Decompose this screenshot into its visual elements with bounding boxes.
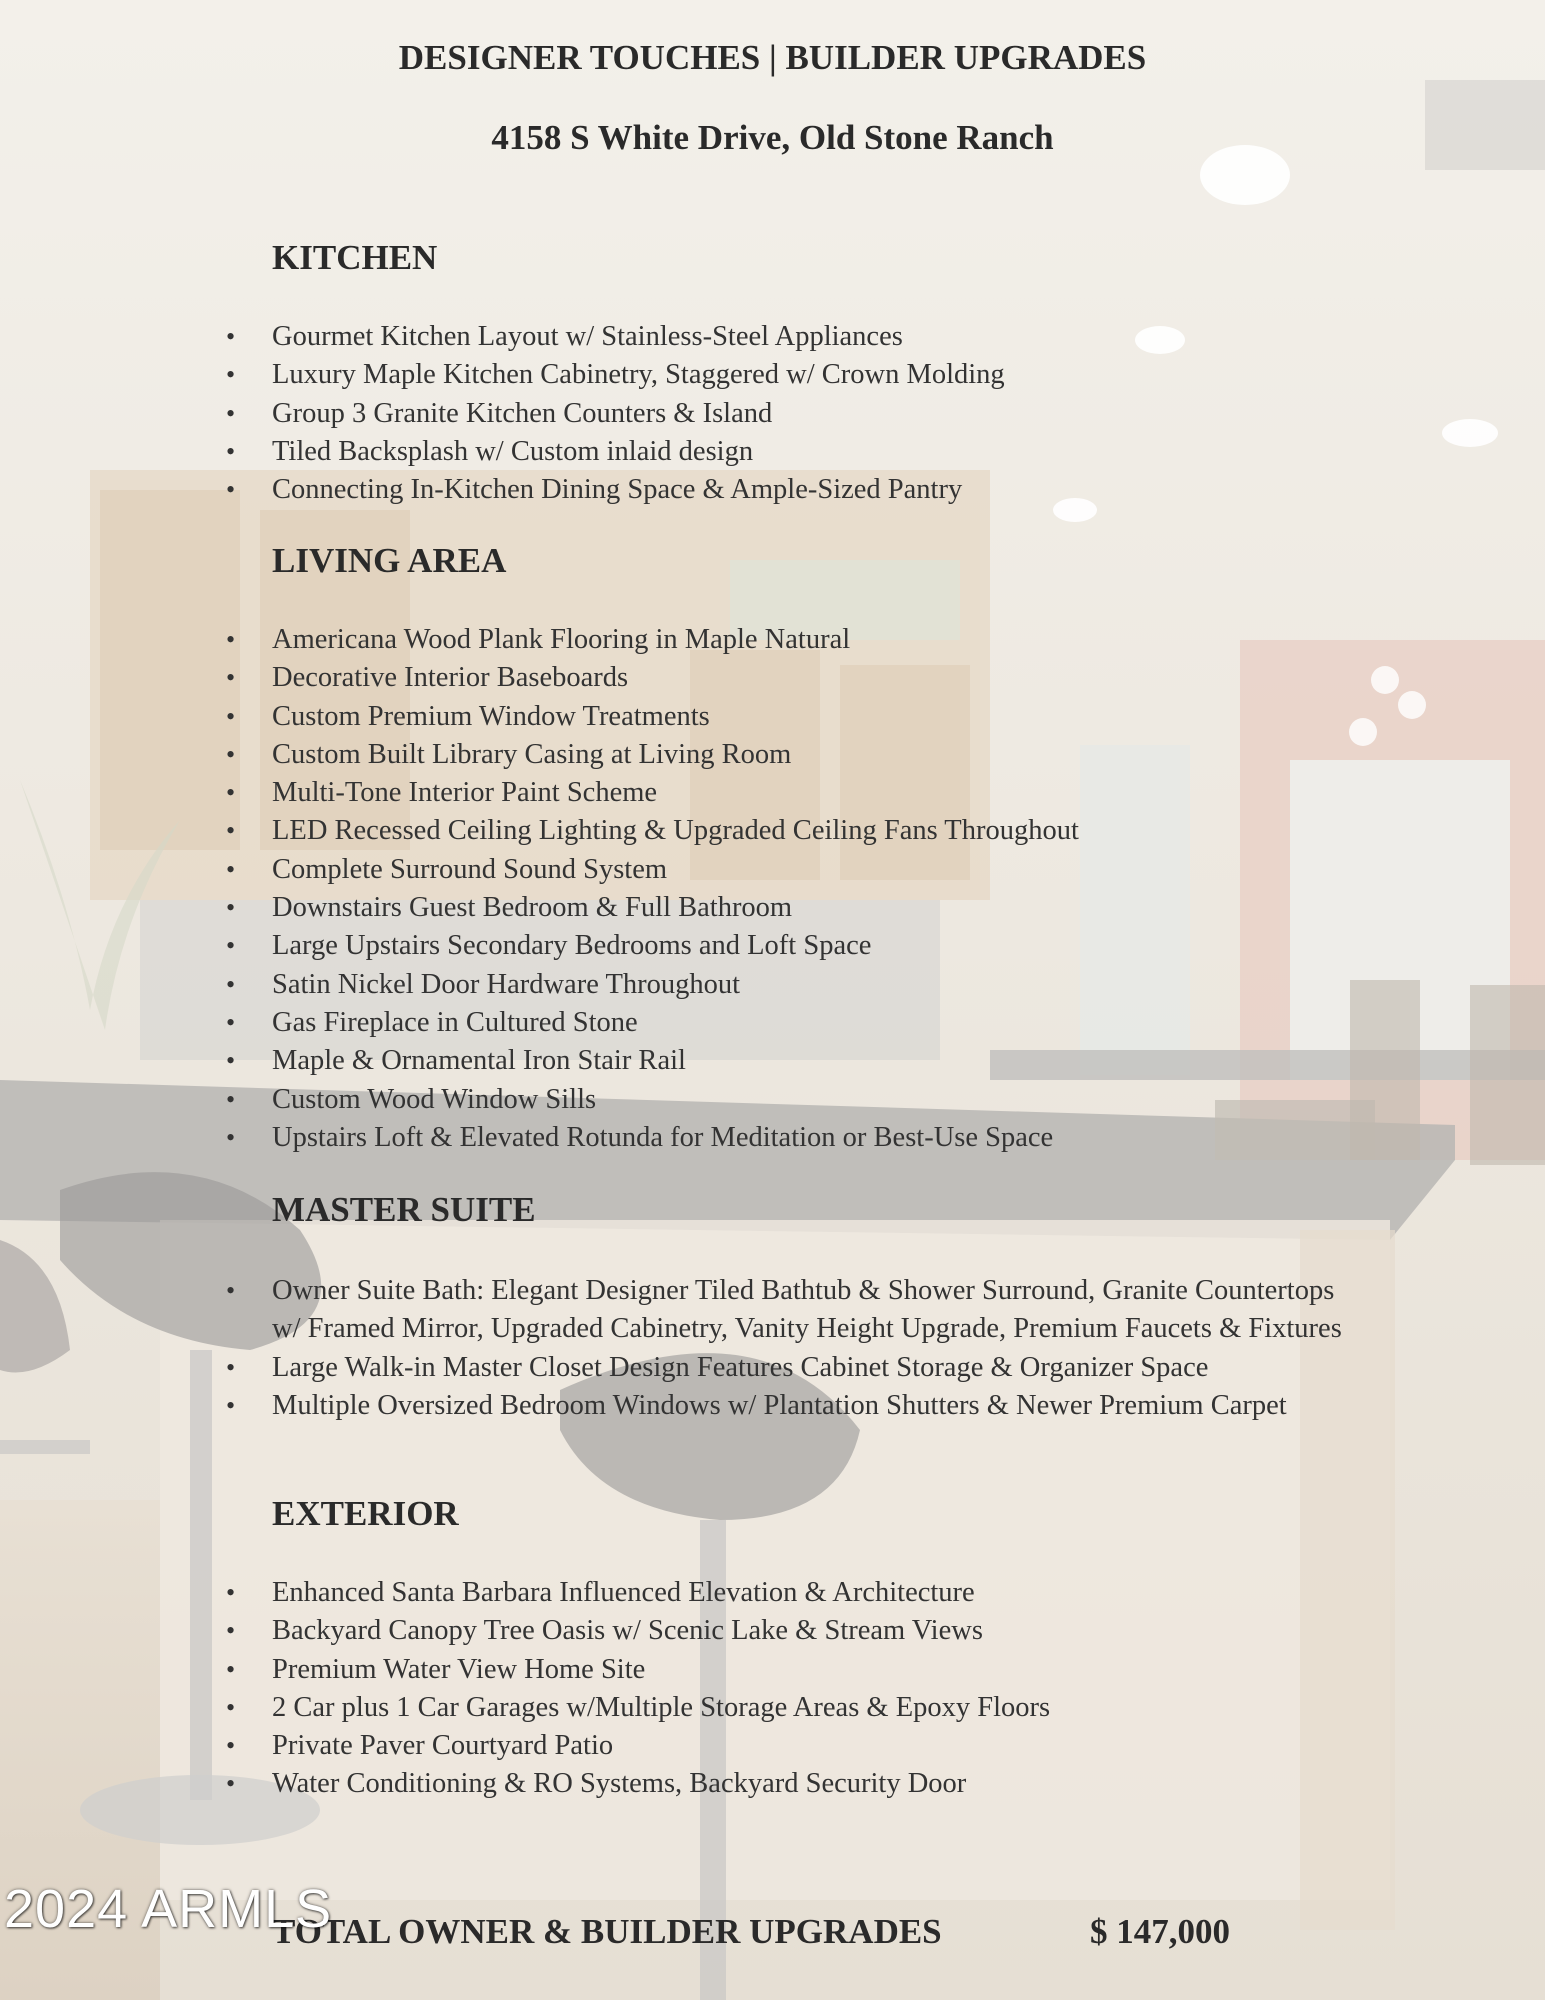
list-item: • Satin Nickel Door Hardware Throughout bbox=[272, 966, 1372, 1004]
section-heading-living-area: LIVING AREA bbox=[272, 541, 507, 580]
list-item: • Multi-Tone Interior Paint Scheme bbox=[272, 774, 1372, 812]
kitchen-feature-list bbox=[272, 318, 1372, 509]
list-item: • Gourmet Kitchen Layout w/ Stainless-Steel Appliances bbox=[272, 318, 1372, 356]
list-item: • Custom Premium Window Treatments bbox=[272, 698, 1372, 736]
list-item: • Multiple Oversized Bedroom Windows w/ Plantation Shutters & Newer Premium Carpet bbox=[272, 1387, 1362, 1425]
list-item: • Gas Fireplace in Cultured Stone bbox=[272, 1004, 1372, 1042]
list-item: • Owner Suite Bath: Elegant Designer Tiled Bathtub & Shower Surround, Granite Countertops w/ Framed Mirror, Upgraded Cabinetry, Vanity Height Upgrade, Premium Faucets & Fixtures bbox=[272, 1272, 1362, 1349]
flyer-title: DESIGNER TOUCHES | BUILDER UPGRADES bbox=[398, 38, 1147, 77]
list-item: • Connecting In-Kitchen Dining Space & Ample-Sized Pantry bbox=[272, 471, 1372, 509]
list-item: • Custom Built Library Casing at Living Room bbox=[272, 736, 1372, 774]
list-item: • Upstairs Loft & Elevated Rotunda for Meditation or Best-Use Space bbox=[272, 1119, 1372, 1157]
list-item: • Group 3 Granite Kitchen Counters & Island bbox=[272, 395, 1372, 433]
section-heading-exterior: EXTERIOR bbox=[272, 1494, 459, 1533]
armls-watermark: 2024 ARMLS bbox=[4, 1879, 333, 1939]
list-item: • Maple & Ornamental Iron Stair Rail bbox=[272, 1042, 1372, 1080]
exterior-feature-list bbox=[272, 1574, 1372, 1804]
list-item: • Downstairs Guest Bedroom & Full Bathroom bbox=[272, 889, 1372, 927]
list-item: • Large Walk-in Master Closet Design Features Cabinet Storage & Organizer Space bbox=[272, 1349, 1362, 1387]
list-item: • Enhanced Santa Barbara Influenced Elevation & Architecture bbox=[272, 1574, 1372, 1612]
list-item: • Water Conditioning & RO Systems, Backyard Security Door bbox=[272, 1765, 1372, 1803]
list-item: • Luxury Maple Kitchen Cabinetry, Staggered w/ Crown Molding bbox=[272, 356, 1372, 394]
list-item: • Private Paver Courtyard Patio bbox=[272, 1727, 1372, 1765]
living-area-feature-list bbox=[272, 621, 1372, 1157]
list-item: • Premium Water View Home Site bbox=[272, 1651, 1372, 1689]
property-address: 4158 S White Drive, Old Stone Ranch bbox=[491, 118, 1054, 157]
list-item: • Complete Surround Sound System bbox=[272, 851, 1372, 889]
list-item: • Backyard Canopy Tree Oasis w/ Scenic Lake & Stream Views bbox=[272, 1612, 1372, 1650]
list-item: • Decorative Interior Baseboards bbox=[272, 659, 1372, 697]
section-heading-master-suite: MASTER SUITE bbox=[272, 1190, 536, 1229]
list-item: • Large Upstairs Secondary Bedrooms and Loft Space bbox=[272, 927, 1372, 965]
list-item: • Americana Wood Plank Flooring in Maple Natural bbox=[272, 621, 1372, 659]
master-suite-feature-list bbox=[272, 1272, 1362, 1425]
list-item: • Tiled Backsplash w/ Custom inlaid design bbox=[272, 433, 1372, 471]
total-upgrades-label: TOTAL OWNER & BUILDER UPGRADES bbox=[272, 1912, 942, 1951]
total-upgrades-value: $ 147,000 bbox=[1090, 1912, 1230, 1951]
list-item: • Custom Wood Window Sills bbox=[272, 1081, 1372, 1119]
section-heading-kitchen: KITCHEN bbox=[272, 238, 438, 277]
list-item: • 2 Car plus 1 Car Garages w/Multiple Storage Areas & Epoxy Floors bbox=[272, 1689, 1372, 1727]
list-item: • LED Recessed Ceiling Lighting & Upgraded Ceiling Fans Throughout bbox=[272, 812, 1372, 850]
